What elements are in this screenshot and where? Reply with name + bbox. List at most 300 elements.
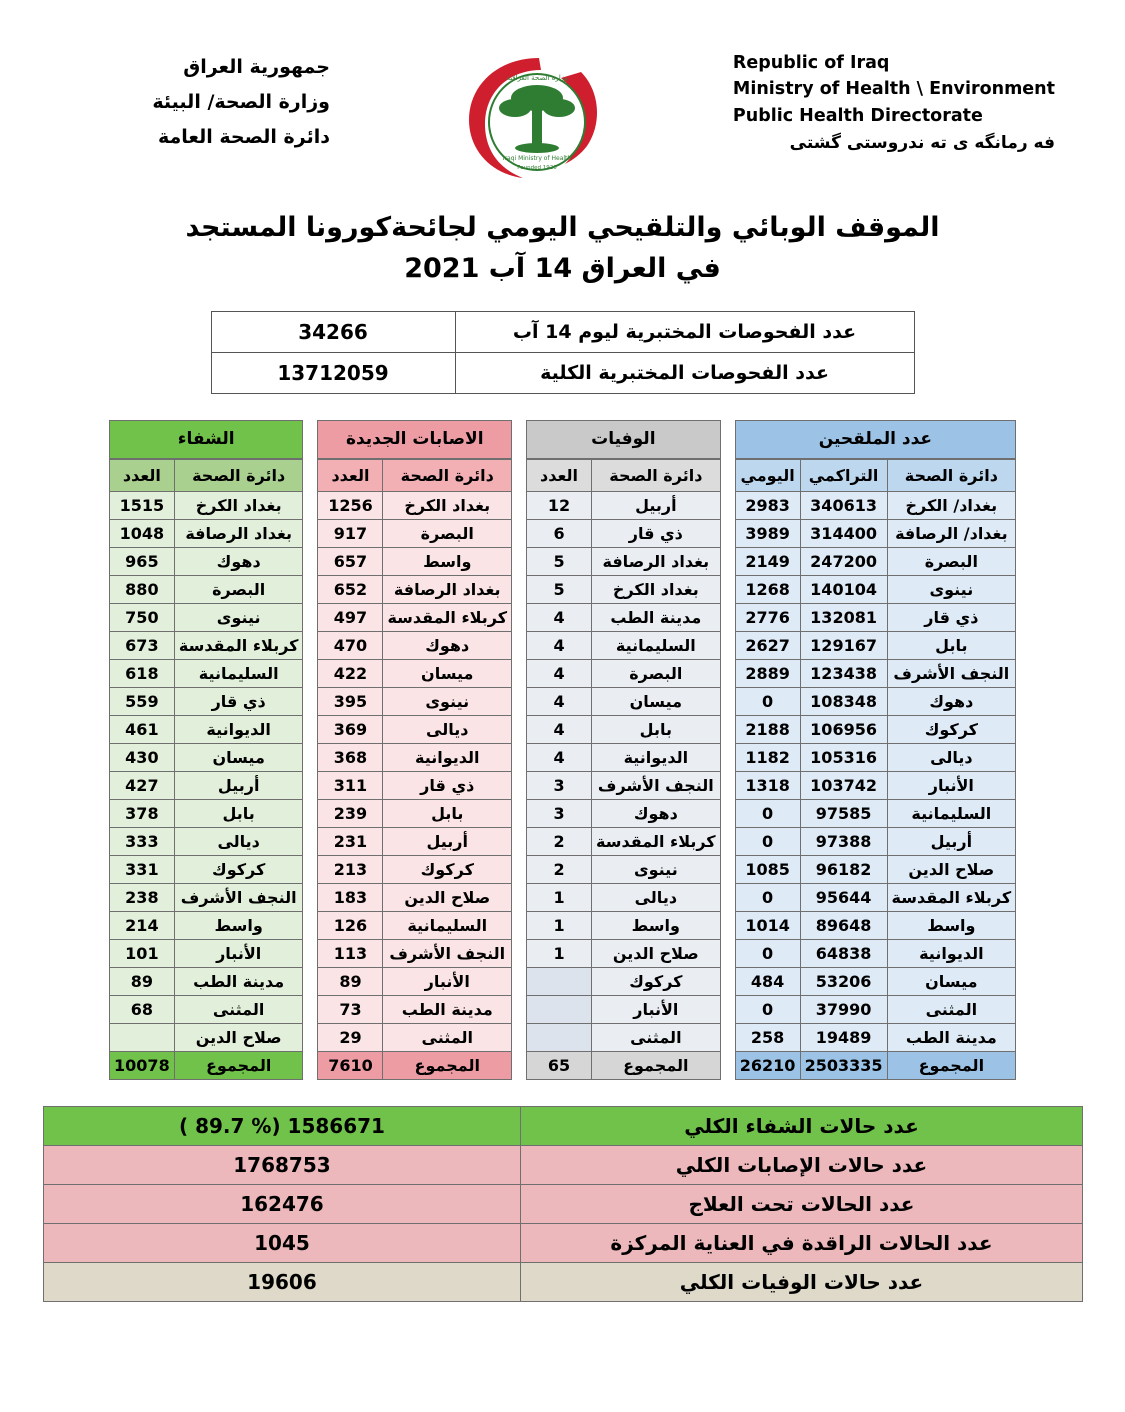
cell-value: 68: [109, 995, 174, 1023]
cell-value: 126: [318, 911, 383, 939]
header-arabic-line-2: وزارة الصحة/ البيئة: [152, 91, 330, 114]
table-row: [109, 575, 303, 603]
cell-value: 2: [527, 827, 592, 855]
summary-row: [43, 1106, 1082, 1145]
table-row: [109, 911, 303, 939]
cell-governorate: بغداد الكرخ: [383, 491, 512, 519]
table-row: [318, 519, 512, 547]
ministry-logo: [431, 50, 631, 190]
cell-governorate: نينوى: [174, 603, 303, 631]
cell-governorate: نينوى: [887, 575, 1016, 603]
recovered-table-title: الشفاء: [109, 420, 304, 459]
summary-row: [43, 1145, 1082, 1184]
table-row: [109, 967, 303, 995]
table-row: [735, 743, 1016, 771]
table-row: [318, 603, 512, 631]
cell-governorate: السليمانية: [592, 631, 721, 659]
table-row: [735, 715, 1016, 743]
cell-value: 1: [527, 911, 592, 939]
column-header-count: العدد: [109, 459, 174, 491]
vaccinated-table-title: عدد الملقحين: [735, 420, 1017, 459]
cell-governorate: كركوك: [592, 967, 721, 995]
cell-value: 101: [109, 939, 174, 967]
recovered-table-block: [109, 420, 304, 1080]
column-header-cumulative: التراكمي: [800, 459, 887, 491]
cell-value: 96182: [800, 855, 887, 883]
cell-governorate: واسط: [592, 911, 721, 939]
table-total-row: [735, 1051, 1016, 1079]
cell-value: 97585: [800, 799, 887, 827]
cell-value: 140104: [800, 575, 887, 603]
cell-governorate: النجف الأشرف: [592, 771, 721, 799]
cell-value: 108348: [800, 687, 887, 715]
cell-governorate: واسط: [887, 911, 1016, 939]
cell-governorate: أربيل: [174, 771, 303, 799]
deaths-table-block: [526, 420, 721, 1080]
cell-governorate: أربيل: [592, 491, 721, 519]
cell-governorate: بابل: [592, 715, 721, 743]
cell-value: 470: [318, 631, 383, 659]
cell-value: 559: [109, 687, 174, 715]
table-row: [318, 883, 512, 911]
cell-value: 378: [109, 799, 174, 827]
header-kurdish-line: فه رمانگه ى ته ندروستى گشتى: [789, 132, 1055, 153]
table-row: [527, 967, 721, 995]
cell-value: 2: [527, 855, 592, 883]
cell-value: 4: [527, 631, 592, 659]
cell-value: 89: [109, 967, 174, 995]
table-row: [527, 491, 721, 519]
cell-governorate: ميسان: [887, 967, 1016, 995]
recovered-table: [109, 459, 304, 1080]
cell-governorate: السليمانية: [174, 659, 303, 687]
cell-value: 497: [318, 603, 383, 631]
table-row: [527, 659, 721, 687]
svg-text:Founded 1920: Founded 1920: [517, 165, 558, 171]
daily-tests-label: عدد الفحوصات المختبرية ليوم 14 آب: [455, 312, 914, 353]
summary-value: 19606: [43, 1262, 521, 1301]
cell-governorate: دهوك: [887, 687, 1016, 715]
table-total-row: [109, 1051, 303, 1079]
cell-governorate: النجف الأشرف: [383, 939, 512, 967]
table-row: [109, 995, 303, 1023]
cell-value: 618: [109, 659, 174, 687]
cell-governorate: نينوى: [592, 855, 721, 883]
cell-governorate: مدينة الطب: [887, 1023, 1016, 1051]
cell-governorate: المثنى: [174, 995, 303, 1023]
cell-value: 333: [109, 827, 174, 855]
cell-value: 6: [527, 519, 592, 547]
total-label: المجموع: [887, 1051, 1016, 1079]
total-tests-label: عدد الفحوصات المختبرية الكلية: [455, 353, 914, 394]
header-arabic-line-3: دائرة الصحة العامة: [157, 126, 330, 149]
table-row: [318, 547, 512, 575]
table-row: [109, 659, 303, 687]
summary-label: عدد حالات الشفاء الكلي: [521, 1106, 1082, 1145]
summary-label: عدد حالات الإصابات الكلي: [521, 1145, 1082, 1184]
cell-value: 258: [735, 1023, 800, 1051]
table-row: [735, 827, 1016, 855]
cell-governorate: بغداد الرصافة: [592, 547, 721, 575]
cell-value: 430: [109, 743, 174, 771]
cell-value: 4: [527, 659, 592, 687]
cell-value: 214: [109, 911, 174, 939]
table-row: [735, 911, 1016, 939]
cell-governorate: أربيل: [887, 827, 1016, 855]
cell-value: 0: [735, 939, 800, 967]
table-row: [318, 967, 512, 995]
cell-governorate: بابل: [887, 631, 1016, 659]
cell-value: 129167: [800, 631, 887, 659]
table-row: [735, 967, 1016, 995]
cell-value: 1268: [735, 575, 800, 603]
cell-governorate: ذي قار: [383, 771, 512, 799]
cell-governorate: ذي قار: [887, 603, 1016, 631]
cell-value: 5: [527, 547, 592, 575]
table-row: [318, 715, 512, 743]
table-row: [318, 659, 512, 687]
cell-value: 4: [527, 687, 592, 715]
cell-value: 461: [109, 715, 174, 743]
cell-value: 239: [318, 799, 383, 827]
daily-tests-value: 34266: [211, 312, 455, 353]
table-row: [109, 603, 303, 631]
cell-value: 368: [318, 743, 383, 771]
column-header-governorate: دائرة الصحة: [383, 459, 512, 491]
cell-value: 123438: [800, 659, 887, 687]
page-title-line-1: الموقف الوبائي والتلقيحي اليومي لجائحةكورونا المستجد: [185, 212, 940, 243]
cell-value: 0: [735, 799, 800, 827]
page-title-line-2: في العراق 14 آب 2021: [404, 252, 721, 284]
table-row: [527, 547, 721, 575]
cell-value: 4: [527, 603, 592, 631]
cell-value: 2889: [735, 659, 800, 687]
cell-governorate: ميسان: [592, 687, 721, 715]
cell-governorate: مدينة الطب: [592, 603, 721, 631]
cell-value: 2149: [735, 547, 800, 575]
summary-section: [43, 1106, 1083, 1302]
table-row: [109, 743, 303, 771]
cell-governorate: كركوك: [887, 715, 1016, 743]
cell-governorate: السليمانية: [383, 911, 512, 939]
table-row: [527, 1023, 721, 1051]
table-row: [735, 883, 1016, 911]
cell-governorate: بابل: [383, 799, 512, 827]
table-row: [735, 799, 1016, 827]
cell-value: 105316: [800, 743, 887, 771]
cell-value: 53206: [800, 967, 887, 995]
cell-governorate: بغداد/ الرصافة: [887, 519, 1016, 547]
table-row: [318, 827, 512, 855]
total-tests-value: 13712059: [211, 353, 455, 394]
summary-table: [43, 1106, 1083, 1302]
table-row: [527, 995, 721, 1023]
cell-governorate: الديوانية: [383, 743, 512, 771]
cell-value: 95644: [800, 883, 887, 911]
cell-governorate: ديالى: [887, 743, 1016, 771]
summary-label: عدد الحالات تحت العلاج: [521, 1184, 1082, 1223]
column-header-governorate: دائرة الصحة: [174, 459, 303, 491]
cell-value: 750: [109, 603, 174, 631]
cell-governorate: كركوك: [174, 855, 303, 883]
cell-governorate: الأنبار: [383, 967, 512, 995]
total-label: المجموع: [383, 1051, 512, 1079]
cell-value: 3: [527, 771, 592, 799]
table-row: [109, 491, 303, 519]
cell-value: 369: [318, 715, 383, 743]
cell-value: 238: [109, 883, 174, 911]
header-english-line-2: Ministry of Health \ Environment: [732, 79, 1055, 100]
cell-governorate: البصرة: [887, 547, 1016, 575]
summary-label: عدد الحالات الراقدة في العناية المركزة: [521, 1223, 1082, 1262]
cell-value: [527, 995, 592, 1023]
header-arabic: [70, 50, 330, 155]
cell-value: 89648: [800, 911, 887, 939]
vaccinated-table: [735, 459, 1017, 1080]
cell-value: 1085: [735, 855, 800, 883]
summary-value: 1586671 (% 89.7 ): [43, 1106, 521, 1145]
cell-governorate: ديالى: [174, 827, 303, 855]
total-label: المجموع: [592, 1051, 721, 1079]
table-row: [318, 1023, 512, 1051]
cell-value: 12: [527, 491, 592, 519]
cell-value: 1: [527, 883, 592, 911]
table-header-row: [318, 459, 512, 491]
cell-governorate: دهوك: [383, 631, 512, 659]
table-row: [527, 799, 721, 827]
cell-value: 657: [318, 547, 383, 575]
cell-value: 1318: [735, 771, 800, 799]
cell-governorate: صلاح الدين: [383, 883, 512, 911]
cell-value: 422: [318, 659, 383, 687]
table-total-row: [318, 1051, 512, 1079]
table-header-row: [109, 459, 303, 491]
statistics-tables: [30, 420, 1095, 1080]
table-row: [527, 855, 721, 883]
header-english: [733, 50, 1055, 156]
cell-governorate: كربلاء المقدسة: [174, 631, 303, 659]
cell-governorate: الأنبار: [592, 995, 721, 1023]
table-total-row: [527, 1051, 721, 1079]
cell-value: 247200: [800, 547, 887, 575]
cell-governorate: الديوانية: [592, 743, 721, 771]
cell-value: 0: [735, 883, 800, 911]
cell-value: 103742: [800, 771, 887, 799]
cell-governorate: ميسان: [383, 659, 512, 687]
table-row: [735, 855, 1016, 883]
table-row: [318, 687, 512, 715]
cell-governorate: ذي قار: [592, 519, 721, 547]
table-row: [527, 771, 721, 799]
cell-governorate: بغداد/ الكرخ: [887, 491, 1016, 519]
column-header-count: العدد: [318, 459, 383, 491]
cell-value: 673: [109, 631, 174, 659]
table-row: [109, 715, 303, 743]
cell-value: [527, 967, 592, 995]
cell-governorate: ذي قار: [174, 687, 303, 715]
cell-governorate: واسط: [383, 547, 512, 575]
summary-value: 1768753: [43, 1145, 521, 1184]
cell-value: 1515: [109, 491, 174, 519]
cell-governorate: الديوانية: [174, 715, 303, 743]
cell-governorate: الأنبار: [887, 771, 1016, 799]
cell-governorate: كركوك: [383, 855, 512, 883]
table-row: [527, 603, 721, 631]
cell-governorate: واسط: [174, 911, 303, 939]
cell-value: 311: [318, 771, 383, 799]
table-row: [109, 855, 303, 883]
table-row: [735, 771, 1016, 799]
cell-value: 1182: [735, 743, 800, 771]
table-row: [527, 687, 721, 715]
cell-governorate: مدينة الطب: [383, 995, 512, 1023]
cell-value: 314400: [800, 519, 887, 547]
cell-value: 213: [318, 855, 383, 883]
table-row: [109, 631, 303, 659]
cell-governorate: ديالى: [592, 883, 721, 911]
cell-governorate: ميسان: [174, 743, 303, 771]
new-cases-table: [317, 459, 512, 1080]
new-cases-table-title: الاصابات الجديدة: [317, 420, 512, 459]
table-row: [527, 911, 721, 939]
cell-governorate: بغداد الكرخ: [174, 491, 303, 519]
table-row: [109, 939, 303, 967]
cell-governorate: كربلاء المقدسة: [592, 827, 721, 855]
header-arabic-line-1: جمهورية العراق: [183, 56, 330, 78]
cell-governorate: المثنى: [887, 995, 1016, 1023]
table-header-row: [735, 459, 1016, 491]
cell-value: 0: [735, 687, 800, 715]
table-row: [735, 995, 1016, 1023]
summary-value: 1045: [43, 1223, 521, 1262]
table-row: [318, 743, 512, 771]
cell-governorate: صلاح الدين: [592, 939, 721, 967]
cell-value: 106956: [800, 715, 887, 743]
header-english-line-1: Republic of Iraq: [732, 53, 890, 73]
cell-value: 37990: [800, 995, 887, 1023]
table-row: [318, 855, 512, 883]
cell-value: 0: [735, 995, 800, 1023]
cell-value: 89: [318, 967, 383, 995]
cell-governorate: بغداد الكرخ: [592, 575, 721, 603]
column-header-count: العدد: [527, 459, 592, 491]
table-row: [109, 519, 303, 547]
cell-governorate: المثنى: [383, 1023, 512, 1051]
cell-value: 5: [527, 575, 592, 603]
cell-governorate: صلاح الدين: [887, 855, 1016, 883]
cell-governorate: النجف الأشرف: [174, 883, 303, 911]
table-row: [735, 603, 1016, 631]
cell-value: 4: [527, 715, 592, 743]
table-row: [527, 715, 721, 743]
table-row: [527, 743, 721, 771]
summary-row: [43, 1184, 1082, 1223]
cell-value: 97388: [800, 827, 887, 855]
table-row: [109, 799, 303, 827]
table-header-row: [527, 459, 721, 491]
summary-label: عدد حالات الوفيات الكلي: [521, 1262, 1082, 1301]
column-header-daily: اليومي: [735, 459, 800, 491]
total-cumulative: 2503335: [800, 1051, 887, 1079]
table-row: [109, 883, 303, 911]
table-row: [318, 911, 512, 939]
cell-value: 2983: [735, 491, 800, 519]
cell-value: 1014: [735, 911, 800, 939]
table-row: [318, 995, 512, 1023]
cell-governorate: نينوى: [383, 687, 512, 715]
table-row: [735, 575, 1016, 603]
table-row: [735, 1023, 1016, 1051]
cell-value: 3989: [735, 519, 800, 547]
cell-governorate: بغداد الرصافة: [383, 575, 512, 603]
cell-value: 29: [318, 1023, 383, 1051]
table-row: [318, 575, 512, 603]
new-cases-table-block: [317, 420, 512, 1080]
cell-value: 0: [735, 827, 800, 855]
table-row: [735, 491, 1016, 519]
table-row: [211, 353, 914, 394]
header-english-line-3: Public Health Directorate: [732, 105, 983, 126]
cell-governorate: أربيل: [383, 827, 512, 855]
cell-value: 331: [109, 855, 174, 883]
cell-value: 113: [318, 939, 383, 967]
tests-summary: [30, 311, 1095, 394]
cell-value: 1048: [109, 519, 174, 547]
cell-governorate: صلاح الدين: [174, 1023, 303, 1051]
summary-value: 162476: [43, 1184, 521, 1223]
table-row: [318, 491, 512, 519]
table-row: [527, 883, 721, 911]
svg-text:Iraqi Ministry of Health: Iraqi Ministry of Health: [503, 155, 572, 162]
table-row: [318, 939, 512, 967]
table-row: [735, 939, 1016, 967]
total-count: 65: [527, 1051, 592, 1079]
cell-value: 183: [318, 883, 383, 911]
cell-governorate: كربلاء المقدسة: [383, 603, 512, 631]
cell-value: 965: [109, 547, 174, 575]
table-row: [527, 575, 721, 603]
svg-text:وزارة الصحة العراقية: وزارة الصحة العراقية: [506, 74, 569, 82]
cell-value: 19489: [800, 1023, 887, 1051]
cell-governorate: السليمانية: [887, 799, 1016, 827]
cell-governorate: مدينة الطب: [174, 967, 303, 995]
cell-governorate: كربلاء المقدسة: [887, 883, 1016, 911]
cell-value: 395: [318, 687, 383, 715]
table-row: [109, 771, 303, 799]
cell-value: 1256: [318, 491, 383, 519]
document-header: [30, 40, 1095, 190]
cell-value: 2188: [735, 715, 800, 743]
table-row: [109, 687, 303, 715]
cell-governorate: الديوانية: [887, 939, 1016, 967]
table-row: [318, 631, 512, 659]
cell-governorate: دهوك: [174, 547, 303, 575]
total-daily: 26210: [735, 1051, 800, 1079]
table-row: [735, 687, 1016, 715]
column-header-governorate: دائرة الصحة: [887, 459, 1016, 491]
cell-value: 652: [318, 575, 383, 603]
cell-value: [109, 1023, 174, 1051]
column-header-governorate: دائرة الصحة: [592, 459, 721, 491]
cell-value: 880: [109, 575, 174, 603]
cell-value: 917: [318, 519, 383, 547]
page-title: [30, 208, 1095, 289]
cell-governorate: دهوك: [592, 799, 721, 827]
cell-value: 231: [318, 827, 383, 855]
cell-governorate: البصرة: [174, 575, 303, 603]
table-row: [735, 519, 1016, 547]
table-row: [318, 771, 512, 799]
